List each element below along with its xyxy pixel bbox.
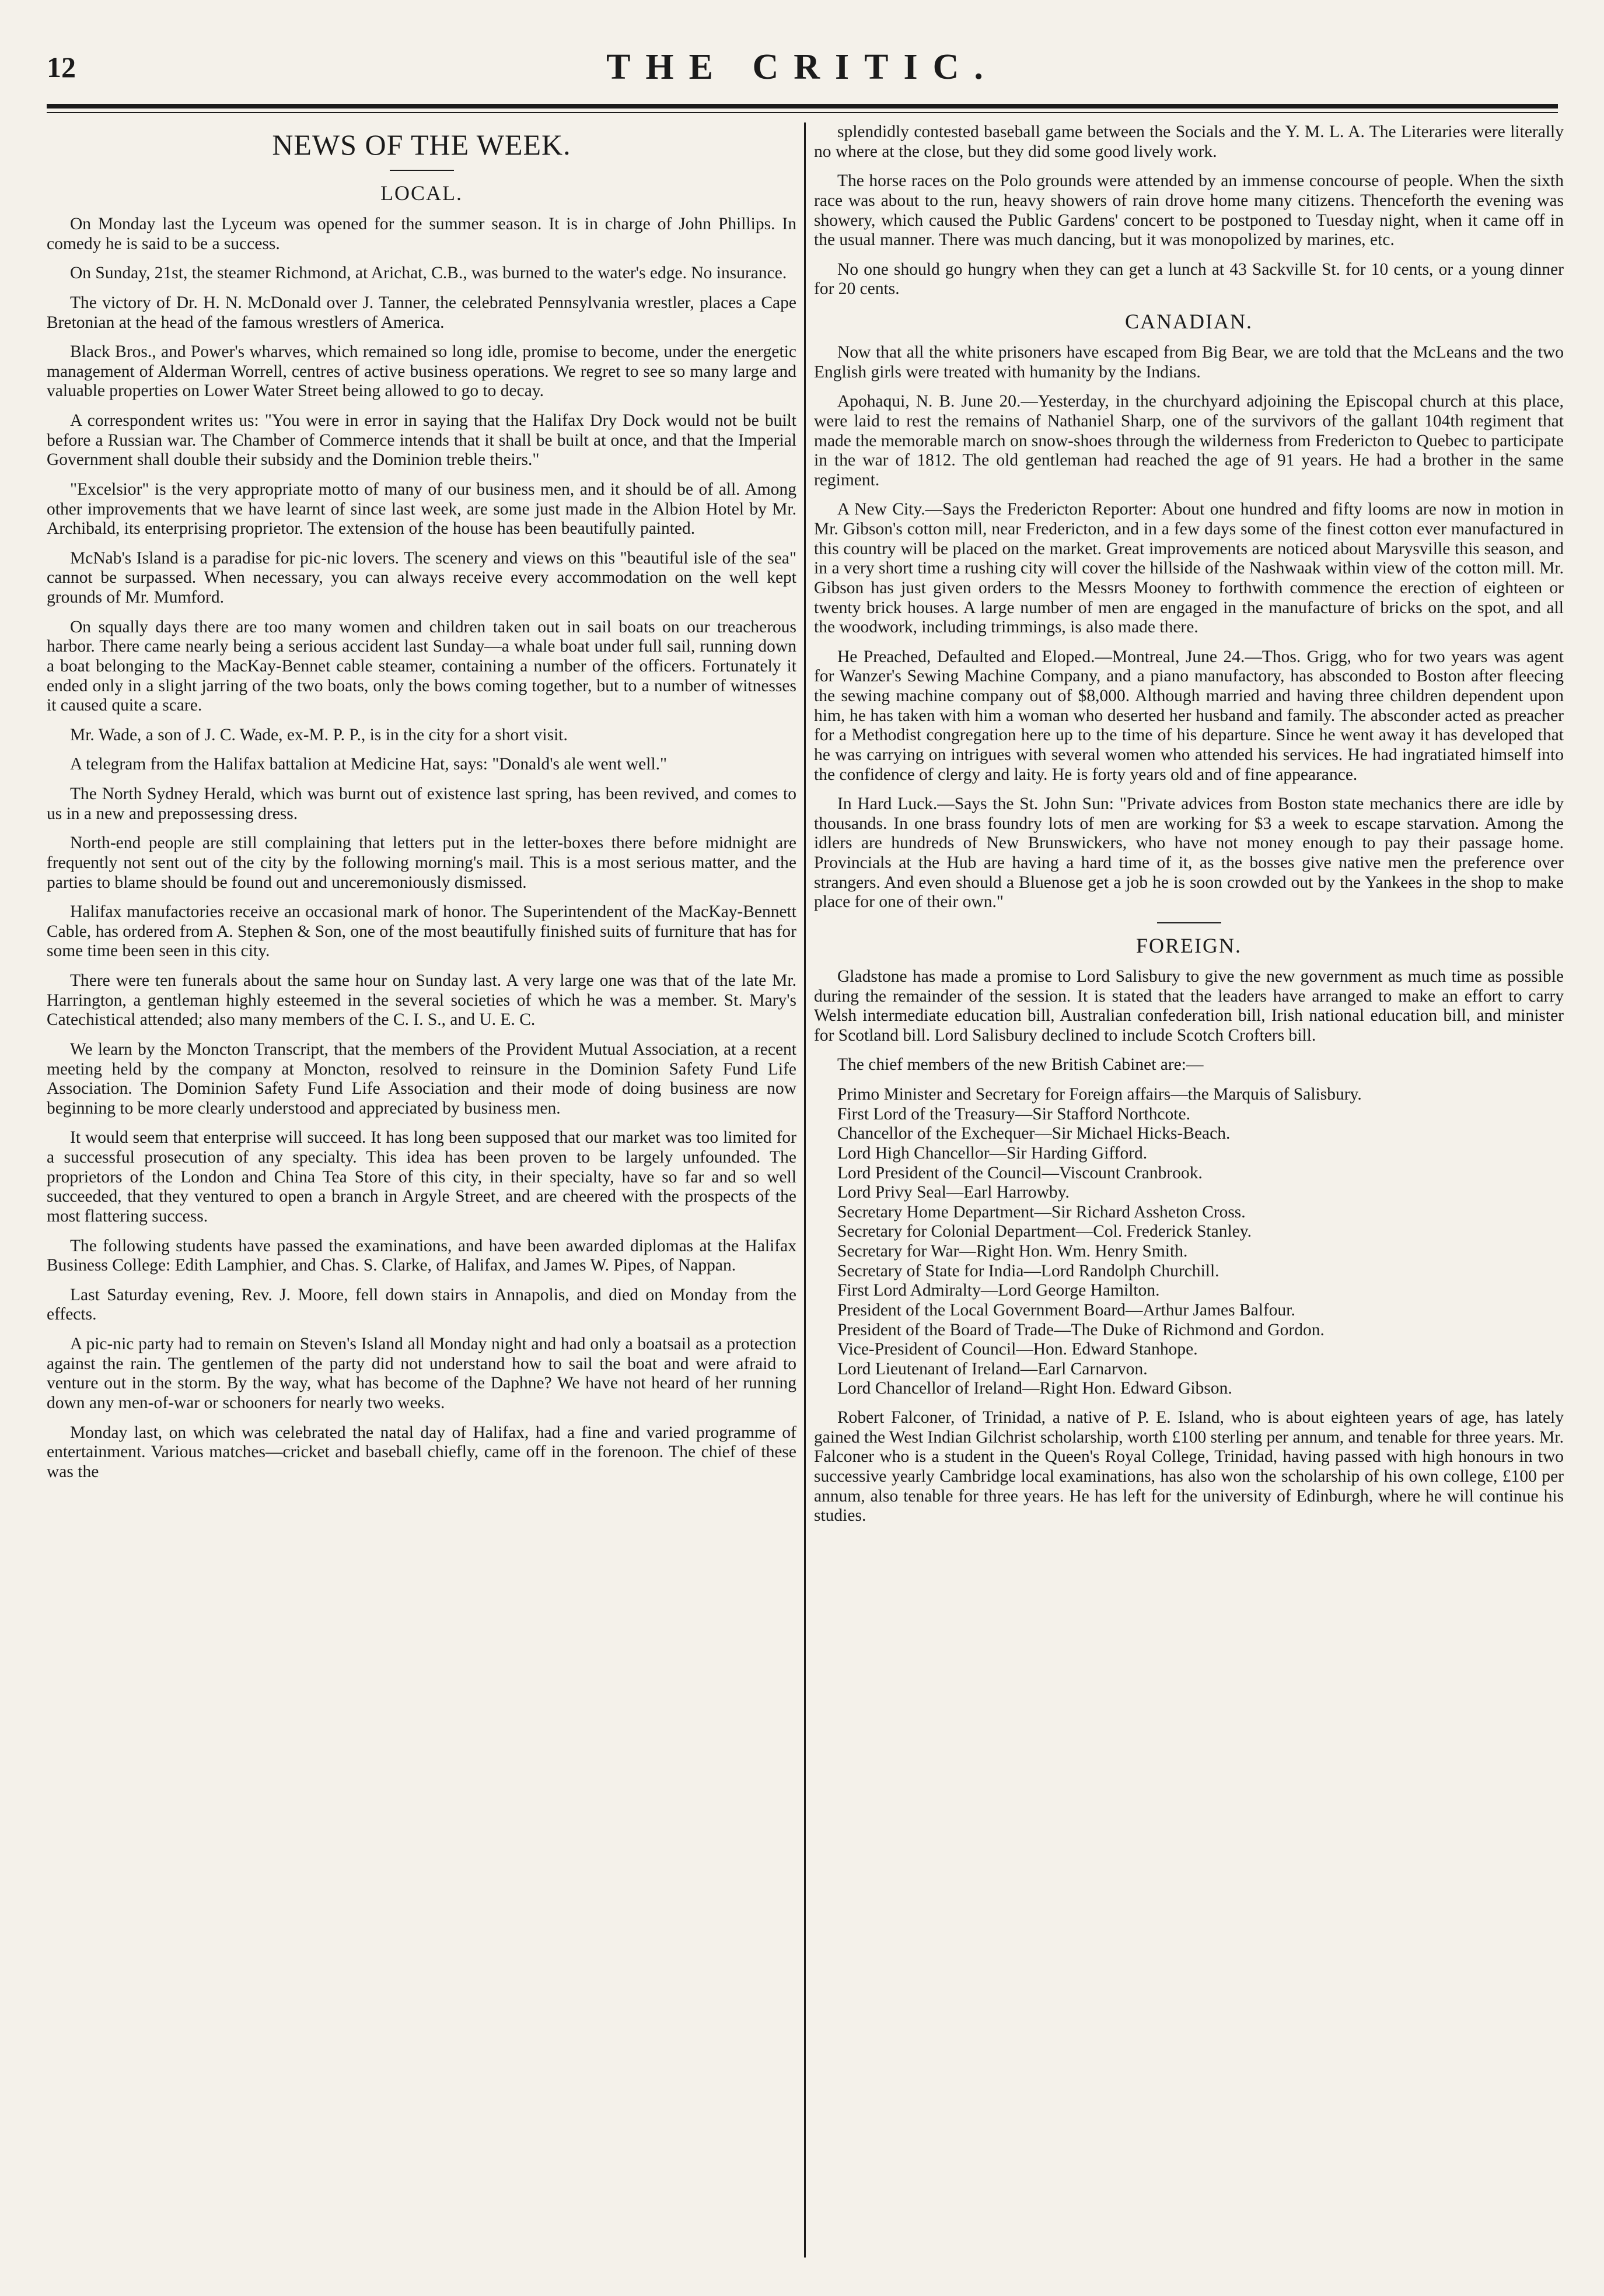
cabinet-member: Lord President of the Council—Viscount Cranbrook. <box>837 1163 1203 1182</box>
local-section-heading: LOCAL. <box>380 181 463 205</box>
news-item: "Excelsior" is the very appropriate motto of many of our business men, and it should be of all. Among other improvements that we have learnt of since last week, are some just made in the Albion Hotel by Mr. Archibald, its enterprising proprietor. The extension of the house has been beautifully painted. <box>47 480 796 538</box>
news-item: In Hard Luck.—Says the St. John Sun: "Private advices from Boston state mechanics there are idle by thousands. In one brass foundry lots of men are working for $3 a week to escape starvation. Among the idlers are hundreds of New Brunswickers, who have not money enough to pay their passage home. Provincials at the Hub are having a hard time of it, as the bosses give native men the preference over strangers. And even should a Bluenose get a job he is soon crowded out by the Yankees in the shop to make place for one of their own." <box>814 794 1564 912</box>
news-item: On Monday last the Lyceum was opened for the summer season. It is in charge of John Phillips. In comedy he is said to be a success. <box>47 215 796 253</box>
news-of-the-week-heading: NEWS OF THE WEEK. <box>272 128 571 161</box>
news-item: Apohaqui, N. B. June 20.—Yesterday, in the churchyard adjoining the Episcopal church at this place, were laid to rest the remains of Nathaniel Sharp, one of the survivors of the gallant 104th regiment that made the memorable march on snow-shoes through the wilderness from Fredericton to Quebec to participate in the war of 1812. The old gentleman had reached the age of 91 years. He had a brother in the same regiment. <box>814 392 1564 489</box>
news-item: There were ten funerals about the same hour on Sunday last. A very large one was that of the late Mr. Harrington, a gentleman highly esteemed in the several societies of which he was a member. St. Mary's Catechistical attended; also many members of the C. I. S., and U. E. C. <box>47 971 796 1030</box>
news-item: No one should go hungry when they can get a lunch at 43 Sackville St. for 10 cents, or a young dinner for 20 cents. <box>814 260 1564 299</box>
newspaper-page <box>47 35 1564 2275</box>
news-item: Mr. Wade, a son of J. C. Wade, ex-M. P. P., is in the city for a short visit. <box>70 725 568 744</box>
news-item: It would seem that enterprise will succeed. It has long been supposed that our market was too limited for a successful prosecution of any specialty. This idea has been proven to be largely unfounded. The proprietors of the London and China Tea Store of this city, in their specialty, have so far and so well succeeded, that they ventured to open a branch in Argyle Street, and are cheered with the prospects of the most flattering success. <box>47 1128 796 1226</box>
cabinet-intro: The chief members of the new British Cabinet are:— <box>837 1055 1204 1074</box>
news-item: The horse races on the Polo grounds were attended by an immense concourse of people. When the sixth race was about to the run, heavy showers of rain drove home many citizens. Thenceforth the evening was showery, which caused the Public Gardens' concert to be postponed to Tuesday night, when it came off in the usual manner. There was much dancing, but it was monopolized by marines, etc. <box>814 172 1564 250</box>
cabinet-member: Primo Minister and Secretary for Foreign affairs—the Marquis of Salisbury. <box>837 1085 1362 1104</box>
news-item: He Preached, Defaulted and Eloped.—Montreal, June 24.—Thos. Grigg, who for two years was agent for Wanzer's Sewing Machine Company, and a piano manufactory, has absconded to Boston after fleecing the sewing machine company out of $8,000. Although married and having three children dependent upon him, he has taken with him a woman who deserted her husband and family. The absconder acted as preacher for a Methodist congregation here up to the time of his departure. Since he went away it has developed that he was carrying on intrigues with several women who attended his services. He had ingratiated himself into the confidence of clergy and laity. He is forty years old and of fine appearance. <box>814 647 1564 784</box>
cabinet-member: Lord Privy Seal—Earl Harrowby. <box>837 1183 1070 1202</box>
cabinet-member: Lord Chancellor of Ireland—Right Hon. Edward Gibson. <box>837 1379 1232 1398</box>
news-item: We learn by the Moncton Transcript, that the members of the Provident Mutual Association, at a recent meeting held by the company at Moncton, resolved to reinsure in the Dominion Safety Fund Life Association. The Dominion Safety Fund Life Association and their mode of doing business are now beginning to be more clearly understood and appreciated by business men. <box>47 1040 796 1118</box>
cabinet-member: First Lord Admiralty—Lord George Hamilton. <box>837 1281 1160 1300</box>
news-item: A pic-nic party had to remain on Steven's Island all Monday night and had only a boatsail as a protection against the rain. The gentlemen of the party did not understand how to sail the boat and were afraid to venture out in the storm. By the way, what has become of the Daphne? We have not heard of her running down any men-of-war or schooners for nearly two weeks. <box>47 1335 796 1412</box>
right-column <box>814 123 1564 2269</box>
masthead <box>47 35 1558 99</box>
local-news-list <box>47 215 796 1482</box>
left-column <box>47 123 796 2269</box>
news-item: splendidly contested baseball game between the Socials and the Y. M. L. A. The Literaries were literally no where at the close, but they did some good lively work. <box>814 123 1564 161</box>
local-news-continued <box>814 123 1564 299</box>
cabinet-member: President of the Board of Trade—The Duke of Richmond and Gordon. <box>837 1320 1325 1339</box>
news-item: Black Bros., and Power's wharves, which remained so long idle, promise to become, under the energetic management of Alderman Worrell, centres of active business operations. We regret to see so many large and valuable properties on Lower Water Street being allowed to go to decay. <box>47 342 796 401</box>
canadian-section-heading: CANADIAN. <box>1125 310 1253 333</box>
cabinet-member: President of the Local Government Board—Arthur James Balfour. <box>837 1300 1295 1320</box>
news-item: A correspondent writes us: "You were in error in saying that the Halifax Dry Dock would not be built before a Russian war. The Chamber of Commerce intends that it shall be built at once, and that the Imperial Government shall double their subsidy and the Dominion treble theirs." <box>47 411 796 470</box>
canadian-news-list <box>814 343 1564 912</box>
news-item: The North Sydney Herald, which was burnt out of existence last spring, has been revived, and comes to us in a new and prepossessing dress. <box>47 785 796 823</box>
publication-title: THE CRITIC. <box>606 47 998 87</box>
cabinet-member: First Lord of the Treasury—Sir Stafford Northcote. <box>837 1104 1190 1124</box>
masthead-rule-thin <box>47 112 1558 113</box>
section-rule <box>1157 922 1221 923</box>
news-item: A telegram from the Halifax battalion at Medicine Hat, says: "Donald's ale went well." <box>70 755 668 774</box>
cabinet-member: Secretary for War—Right Hon. Wm. Henry Smith. <box>837 1242 1188 1261</box>
column-divider <box>804 123 806 2258</box>
cabinet-member: Secretary Home Department—Sir Richard Assheton Cross. <box>837 1202 1246 1222</box>
news-item: North-end people are still complaining that letters put in the letter-boxes there before midnight are frequently not sent out of the city by the following morning's mail. This is a most serious matter, and the parties to blame should be found out and unceremoniously dismissed. <box>47 834 796 892</box>
cabinet-member: Chancellor of the Exchequer—Sir Michael Hicks-Beach. <box>837 1124 1231 1143</box>
falconer-paragraph: Robert Falconer, of Trinidad, a native of P. E. Island, who is about eighteen years of age, has lately gained the West Indian Gilchrist scholarship, worth £100 sterling per annum, and tenable for three years. Mr. Falconer who is a student in the Queen's Royal College, Trinidad, having passed with high honours in two successive yearly Cambridge local examinations, has also won the scholarship of his own college, £100 per annum, also tenable for three years. He has left for the university of Edinburgh, where he will continue his studies. <box>814 1408 1564 1525</box>
news-item: On squally days there are too many women and children taken out in sail boats on our treacherous harbor. There came nearly being a serious accident last Sunday—a whale boat under full sail, running down a boat belonging to the MacKay-Bennet cable steamer, containing a number of the officers. Fortunately it ended only in a slight jarring of the two boats, only the bows coming together, but to a number of witnesses it caused quite a scare. <box>47 617 796 715</box>
cabinet-list <box>814 1085 1564 1399</box>
page-number: 12 <box>47 51 76 83</box>
cabinet-member: Lord High Chancellor—Sir Harding Gifford. <box>837 1143 1148 1163</box>
news-item: The victory of Dr. H. N. McDonald over J. Tanner, the celebrated Pennsylvania wrestler, places a Cape Bretonian at the head of the famous wrestlers of America. <box>47 293 796 332</box>
foreign-news-paragraph: Gladstone has made a promise to Lord Salisbury to give the new government as much time as possible during the remainder of the session. It is stated that the leaders have arranged to make an effort to carry Welsh intermediate education bill, Australian confederation bill, Irish national education bill, and minister for Scotland bill. Lord Salisbury declined to include Scotch Crofters bill. <box>814 967 1564 1045</box>
news-item: Halifax manufactories receive an occasional mark of honor. The Superintendent of the MacKay-Bennett Cable, has ordered from A. Stephen & Son, one of the most beautifully finished suits of furniture that has for some time been seen in this city. <box>47 902 796 961</box>
cabinet-member: Vice-President of Council—Hon. Edward Stanhope. <box>837 1340 1198 1359</box>
news-item: Monday last, on which was celebrated the natal day of Halifax, had a fine and varied programme of entertainment. Various matches—cricket and baseball chiefly, came off in the forenoon. The chief of these was the <box>47 1423 796 1481</box>
foreign-section-heading: FOREIGN. <box>1135 933 1242 957</box>
news-item: On Sunday, 21st, the steamer Richmond, at Arichat, C.B., was burned to the water's edge. No insurance. <box>70 264 787 283</box>
news-item: The following students have passed the examinations, and have been awarded diplomas at the Halifax Business College: Edith Lamphier, and Chas. S. Clarke, of Halifax, and James W. Pipes, of Nappan. <box>47 1236 796 1275</box>
news-item: A New City.—Says the Fredericton Reporter: About one hundred and fifty looms are now in motion in Mr. Gibson's cotton mill, near Fredericton, and in a few days some of the finest cotton ever manufactured in this country will be placed on the market. Great improvements are noticed about Marysville this season, and in a very short time a rushing city will cover the hillside of the Nashwaak within view of the cotton mill. Mr. Gibson has just given orders to the Messrs Mooney to forthwith commence the erection of eighteen or twenty brick houses. A large number of men are engaged in the manufacture of bricks on the spot, and all the woodwork, including trimmings, is also made there. <box>814 500 1564 637</box>
news-item: Now that all the white prisoners have escaped from Big Bear, we are told that the McLeans and the two English girls were treated with humanity by the Indians. <box>814 343 1564 382</box>
cabinet-member: Lord Lieutenant of Ireland—Earl Carnarvon. <box>837 1359 1148 1378</box>
heading-rule <box>390 170 454 171</box>
cabinet-member: Secretary of State for India—Lord Randolph Churchill. <box>837 1261 1219 1280</box>
cabinet-member: Secretary for Colonial Department—Col. Frederick Stanley. <box>837 1222 1252 1241</box>
masthead-rule-thick <box>47 104 1558 108</box>
news-item: Last Saturday evening, Rev. J. Moore, fell down stairs in Annapolis, and died on Monday from the effects. <box>47 1285 796 1324</box>
news-item: McNab's Island is a paradise for pic-nic lovers. The scenery and views on this "beautiful isle of the sea" cannot be surpassed. When necessary, you can always receive every accommodation on the well kept grounds of Mr. Mumford. <box>47 548 796 607</box>
